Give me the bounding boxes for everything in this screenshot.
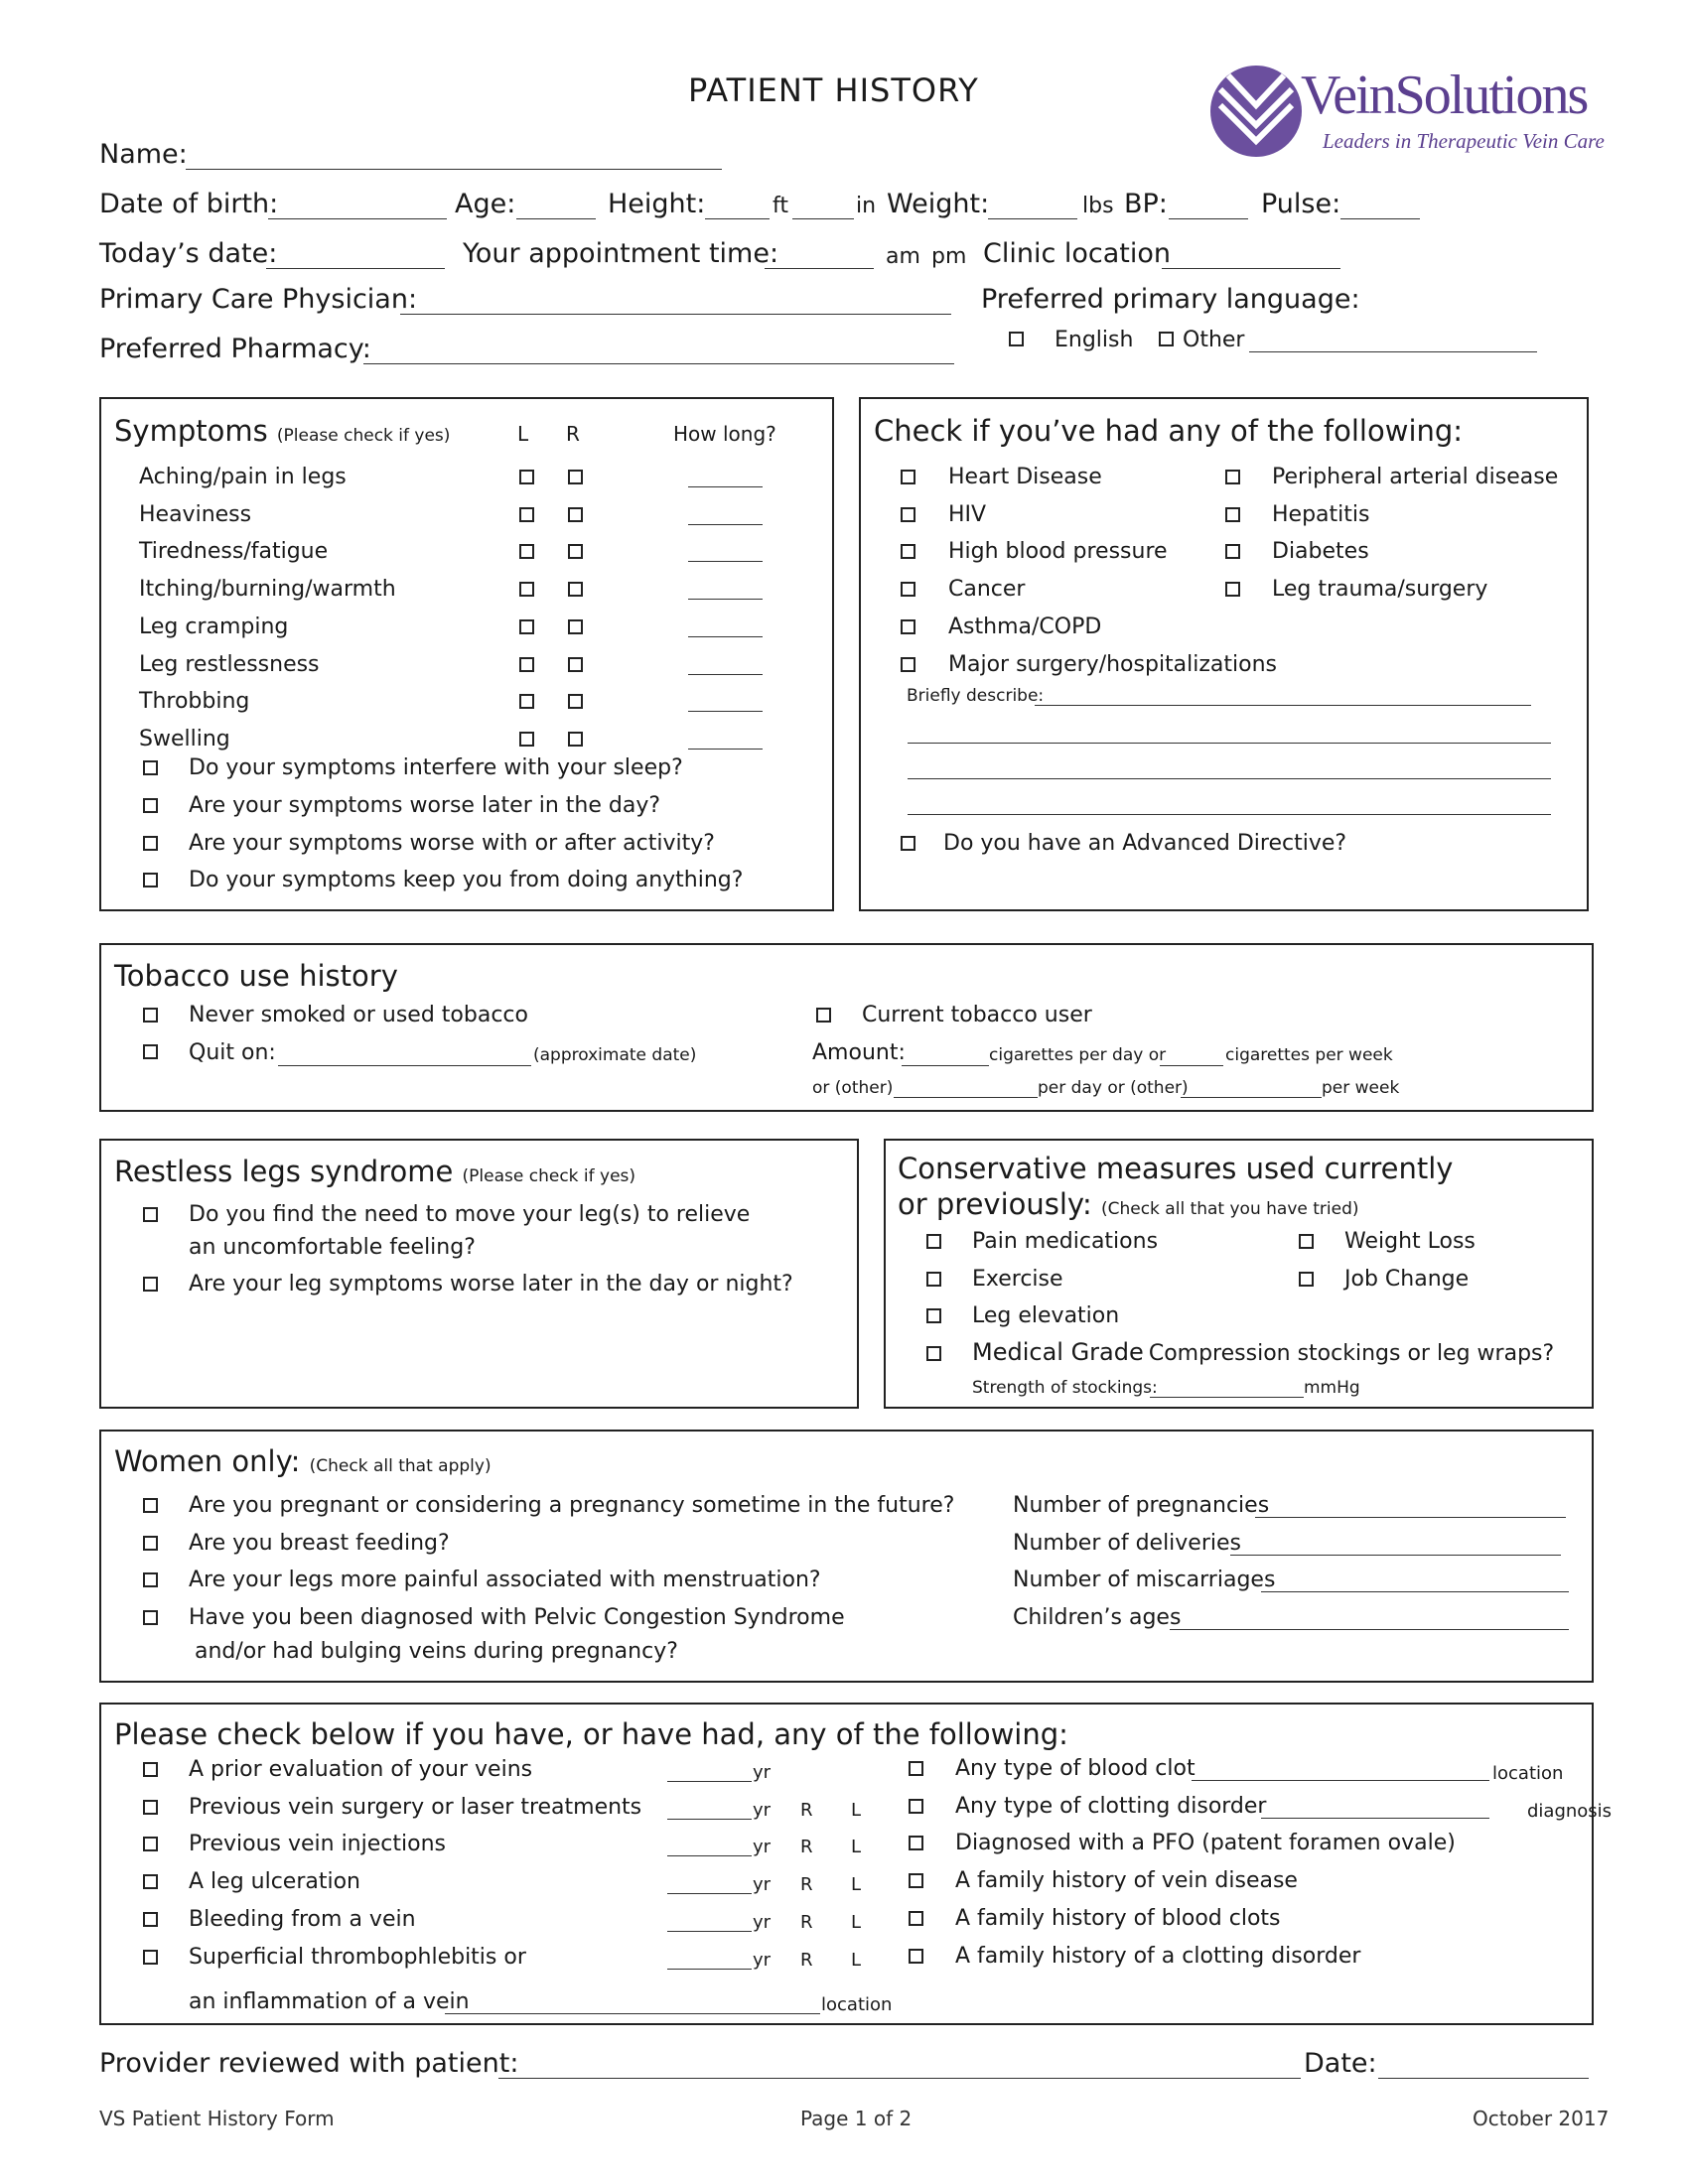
miscarriages-label: Number of miscarriages xyxy=(1013,1568,1276,1592)
symptom-question: Are your symptoms worse with or after activity? xyxy=(189,831,715,856)
symptom-right-checkbox[interactable] xyxy=(568,619,583,634)
quit-checkbox[interactable] xyxy=(143,1044,158,1059)
symptom-label: Swelling xyxy=(139,727,230,751)
height-in-field[interactable] xyxy=(792,218,854,219)
symptom-left-checkbox[interactable] xyxy=(519,657,534,672)
symptom-right-checkbox[interactable] xyxy=(568,507,583,522)
rls-move-checkbox[interactable] xyxy=(143,1207,158,1222)
how-long-field[interactable] xyxy=(688,674,763,675)
directive-checkbox[interactable] xyxy=(901,836,915,851)
condition-label: Asthma/COPD xyxy=(948,614,1102,639)
condition-checkbox[interactable] xyxy=(901,507,915,522)
pulse-field[interactable] xyxy=(1340,218,1420,219)
english-checkbox[interactable] xyxy=(1009,332,1024,346)
other-per-day-field[interactable] xyxy=(894,1097,1038,1098)
weight-label: Weight: xyxy=(887,189,990,219)
bp-field[interactable] xyxy=(1169,218,1248,219)
clotting-diagnosis-unit: diagnosis xyxy=(1527,1801,1613,1822)
history-year-field[interactable] xyxy=(667,1781,752,1782)
in-unit: in xyxy=(856,194,877,218)
history-checkbox[interactable] xyxy=(909,1836,923,1850)
history-label: A family history of a clotting disorder xyxy=(955,1944,1361,1969)
quit-date-field[interactable] xyxy=(278,1065,531,1066)
symptom-right-checkbox[interactable] xyxy=(568,470,583,484)
conservative-title-2: or previously: (Check all that you have tried) xyxy=(898,1187,1359,1221)
history-l-option[interactable]: L xyxy=(851,1950,862,1971)
history-yr-unit: yr xyxy=(753,1874,772,1895)
pain-meds-label: Pain medications xyxy=(972,1229,1159,1254)
symptom-right-checkbox[interactable] xyxy=(568,544,583,559)
provider-date-label: Date: xyxy=(1304,2048,1377,2079)
condition-label: High blood pressure xyxy=(948,539,1168,564)
women-question: Are you breast feeding? xyxy=(189,1531,450,1556)
history-checkbox[interactable] xyxy=(143,1762,158,1777)
menstruation-checkbox[interactable] xyxy=(143,1572,158,1587)
appt-time-field[interactable] xyxy=(765,268,874,269)
condition-checkbox[interactable] xyxy=(1225,582,1240,597)
describe-line-4[interactable] xyxy=(908,814,1551,815)
clinic-location-label: Clinic location xyxy=(983,238,1172,269)
how-long-field[interactable] xyxy=(688,749,763,750)
pain-meds-checkbox[interactable] xyxy=(926,1234,941,1249)
history-yr-unit: yr xyxy=(753,1950,772,1971)
name-label: Name: xyxy=(99,139,188,170)
how-long-field[interactable] xyxy=(688,711,763,712)
breast-feeding-checkbox[interactable] xyxy=(143,1536,158,1551)
childrens-ages-field[interactable] xyxy=(1170,1629,1569,1630)
weight-field[interactable] xyxy=(988,218,1077,219)
history-year-field[interactable] xyxy=(667,1819,752,1820)
history-l-option[interactable]: L xyxy=(851,1874,862,1895)
symptom-left-checkbox[interactable] xyxy=(519,582,534,597)
how-long-field[interactable] xyxy=(688,561,763,562)
worse-later-checkbox[interactable] xyxy=(143,798,158,813)
height-ft-field[interactable] xyxy=(705,218,770,219)
condition-label: Hepatitis xyxy=(1272,502,1370,527)
other-per-week-field[interactable] xyxy=(1181,1097,1322,1098)
women-question: Are your legs more painful associated with menstruation? xyxy=(189,1568,821,1592)
condition-label: Major surgery/hospitalizations xyxy=(948,652,1278,677)
history-yr-unit: yr xyxy=(753,1837,772,1857)
describe-label: Briefly describe: xyxy=(907,686,1045,706)
symptom-label: Leg restlessness xyxy=(139,652,320,677)
deliveries-field[interactable] xyxy=(1230,1555,1561,1556)
history-year-field[interactable] xyxy=(667,1855,752,1856)
childrens-ages-label: Children’s ages xyxy=(1013,1605,1182,1630)
cig-per-day-field[interactable] xyxy=(902,1065,989,1066)
inflammation-location-unit: location xyxy=(821,1994,893,2015)
condition-checkbox[interactable] xyxy=(901,470,915,484)
rls-question: Are your leg symptoms worse later in the day or night? xyxy=(189,1272,793,1297)
other-language-field[interactable] xyxy=(1249,351,1537,352)
symptoms-title: Symptoms (Please check if yes) xyxy=(114,414,451,448)
ft-unit: ft xyxy=(773,194,788,218)
symptom-left-checkbox[interactable] xyxy=(519,694,534,709)
history-r-option[interactable]: R xyxy=(800,1874,813,1895)
condition-checkbox[interactable] xyxy=(901,582,915,597)
how-long-header: How long? xyxy=(673,422,776,446)
job-change-checkbox[interactable] xyxy=(1299,1272,1314,1287)
or-other-label: or (other) xyxy=(812,1078,894,1098)
rls-title: Restless legs syndrome (Please check if yes) xyxy=(114,1155,636,1188)
condition-label: Diabetes xyxy=(1272,539,1369,564)
history-checkbox[interactable] xyxy=(909,1799,923,1814)
leg-elevation-checkbox[interactable] xyxy=(926,1308,941,1323)
history-r-option[interactable]: R xyxy=(800,1950,813,1971)
pm-option[interactable]: pm xyxy=(931,244,967,269)
approx-date-note: (approximate date) xyxy=(533,1045,697,1065)
directive-question: Do you have an Advanced Directive? xyxy=(943,831,1347,856)
worse-activity-checkbox[interactable] xyxy=(143,836,158,851)
history-l-option[interactable]: L xyxy=(851,1912,862,1933)
condition-checkbox[interactable] xyxy=(1225,544,1240,559)
symptom-label: Itching/burning/warmth xyxy=(139,577,396,602)
history-year-field[interactable] xyxy=(667,1893,752,1894)
history-label: Previous vein injections xyxy=(189,1832,446,1856)
pregnancies-label: Number of pregnancies xyxy=(1013,1493,1270,1518)
tobacco-title: Tobacco use history xyxy=(114,959,398,993)
symptom-right-checkbox[interactable] xyxy=(568,732,583,747)
sleep-checkbox[interactable] xyxy=(143,760,158,775)
history-checkbox[interactable] xyxy=(143,1950,158,1965)
how-long-field[interactable] xyxy=(688,486,763,487)
symptom-question: Do your symptoms interfere with your sleep? xyxy=(189,755,683,780)
condition-label: HIV xyxy=(948,502,987,527)
lbs-unit: lbs xyxy=(1082,194,1114,218)
symptom-left-checkbox[interactable] xyxy=(519,619,534,634)
provider-field[interactable] xyxy=(498,2078,1301,2079)
condition-label: Heart Disease xyxy=(948,465,1102,489)
logo-tagline: Leaders in Therapeutic Vein Care xyxy=(1323,129,1605,153)
never-smoked-checkbox[interactable] xyxy=(143,1008,158,1023)
history-label: Any type of clotting disorder xyxy=(955,1794,1267,1819)
cig-week-label: cigarettes per week xyxy=(1225,1045,1393,1065)
history-label: Diagnosed with a PFO (patent foramen ovale) xyxy=(955,1831,1456,1855)
language-label: Preferred primary language: xyxy=(981,284,1360,315)
rls-question-cont: an uncomfortable feeling? xyxy=(189,1235,476,1260)
rls-night-checkbox[interactable] xyxy=(143,1277,158,1292)
condition-label: Cancer xyxy=(948,577,1026,602)
compression-label: Medical Grade Compression stockings or leg wraps? xyxy=(972,1338,1555,1366)
weight-loss-label: Weight Loss xyxy=(1344,1229,1476,1254)
footer-page-number: Page 1 of 2 xyxy=(800,2107,913,2130)
condition-checkbox[interactable] xyxy=(901,544,915,559)
history-label: A leg ulceration xyxy=(189,1869,361,1894)
women-title: Women only: (Check all that apply) xyxy=(114,1444,492,1478)
am-option[interactable]: am xyxy=(886,244,920,269)
name-field[interactable] xyxy=(186,169,722,170)
symptom-left-checkbox[interactable] xyxy=(519,732,534,747)
history-checkbox[interactable] xyxy=(909,1911,923,1926)
symptom-left-checkbox[interactable] xyxy=(519,507,534,522)
how-long-field[interactable] xyxy=(688,599,763,600)
history-yr-unit: yr xyxy=(753,1800,772,1821)
women-question: Are you pregnant or considering a pregnancy sometime in the future? xyxy=(189,1493,955,1518)
history-r-option[interactable]: R xyxy=(800,1912,813,1933)
per-week-label: per week xyxy=(1322,1078,1400,1098)
logo-brand: VeinSolutions xyxy=(1301,65,1588,126)
leg-elevation-label: Leg elevation xyxy=(972,1303,1120,1328)
history-label: Bleeding from a vein xyxy=(189,1907,416,1932)
history-label: A family history of vein disease xyxy=(955,1868,1298,1893)
inflammation-label: an inflammation of a vein xyxy=(189,1989,470,2014)
history-r-option[interactable]: R xyxy=(800,1800,813,1821)
history-year-field[interactable] xyxy=(667,1931,752,1932)
rls-question: Do you find the need to move your leg(s) to relieve xyxy=(189,1202,751,1227)
pharmacy-label: Preferred Pharmacy: xyxy=(99,334,371,364)
other-label: Other xyxy=(1183,328,1245,352)
symptom-label: Heaviness xyxy=(139,502,252,527)
history-checkbox[interactable] xyxy=(909,1949,923,1964)
women-question: Have you been diagnosed with Pelvic Congestion Syndrome xyxy=(189,1605,845,1630)
history-checkbox[interactable] xyxy=(143,1874,158,1889)
history-checkbox[interactable] xyxy=(909,1761,923,1776)
history-r-option[interactable]: R xyxy=(800,1837,813,1857)
women-question-cont: and/or had bulging veins during pregnancy? xyxy=(195,1639,678,1664)
symptom-right-checkbox[interactable] xyxy=(568,657,583,672)
todays-date-field[interactable] xyxy=(266,268,445,269)
history-label: Previous vein surgery or laser treatments xyxy=(189,1795,642,1820)
current-user-label: Current tobacco user xyxy=(862,1003,1092,1027)
footer-date: October 2017 xyxy=(1473,2107,1610,2130)
how-long-field[interactable] xyxy=(688,524,763,525)
never-smoked-label: Never smoked or used tobacco xyxy=(189,1003,528,1027)
describe-field[interactable] xyxy=(1035,705,1531,706)
condition-checkbox[interactable] xyxy=(1225,470,1240,484)
symptom-left-checkbox[interactable] xyxy=(519,470,534,484)
symptom-right-checkbox[interactable] xyxy=(568,582,583,597)
blood-clot-location-unit: location xyxy=(1492,1763,1564,1784)
appt-time-label: Your appointment time: xyxy=(463,238,779,269)
pcp-label: Primary Care Physician: xyxy=(99,284,418,315)
deliveries-label: Number of deliveries xyxy=(1013,1531,1242,1556)
symptom-right-checkbox[interactable] xyxy=(568,694,583,709)
symptom-label: Throbbing xyxy=(139,689,250,714)
symptom-left-checkbox[interactable] xyxy=(519,544,534,559)
history-l-option[interactable]: L xyxy=(851,1800,862,1821)
pregnancies-field[interactable] xyxy=(1255,1517,1566,1518)
col-l-header: L xyxy=(517,422,529,446)
per-day-other-label: per day or (other) xyxy=(1038,1078,1189,1098)
page-title: PATIENT HISTORY xyxy=(688,71,979,109)
dob-label: Date of birth: xyxy=(99,189,279,219)
clinic-location-field[interactable] xyxy=(1162,268,1340,269)
other-language-checkbox[interactable] xyxy=(1159,332,1174,346)
symptom-question: Are your symptoms worse later in the day? xyxy=(189,793,661,818)
symptom-label: Aching/pain in legs xyxy=(139,465,347,489)
history-label: A prior evaluation of your veins xyxy=(189,1757,533,1782)
blood-clot-location-field[interactable] xyxy=(1192,1780,1489,1781)
age-field[interactable] xyxy=(516,218,596,219)
pelvic-congestion-checkbox[interactable] xyxy=(143,1610,158,1625)
quit-label: Quit on: xyxy=(189,1040,276,1065)
condition-label: Peripheral arterial disease xyxy=(1272,465,1559,489)
history-yr-unit: yr xyxy=(753,1762,772,1783)
job-change-label: Job Change xyxy=(1344,1267,1470,1292)
symptom-label: Tiredness/fatigue xyxy=(139,539,329,564)
condition-label: Leg trauma/surgery xyxy=(1272,577,1488,602)
pharmacy-field[interactable] xyxy=(363,363,954,364)
symptom-question: Do your symptoms keep you from doing anything? xyxy=(189,868,744,892)
provider-date-field[interactable] xyxy=(1378,2078,1589,2079)
history-checkbox[interactable] xyxy=(143,1800,158,1815)
bp-label: BP: xyxy=(1124,189,1168,219)
clotting-diagnosis-field[interactable] xyxy=(1261,1818,1489,1819)
condition-checkbox[interactable] xyxy=(1225,507,1240,522)
inflammation-location-field[interactable] xyxy=(445,2013,820,2014)
history-label: Any type of blood clot xyxy=(955,1756,1196,1781)
history-l-option[interactable]: L xyxy=(851,1837,862,1857)
history-year-field[interactable] xyxy=(667,1969,752,1970)
mmhg-unit: mmHg xyxy=(1304,1378,1360,1398)
weight-loss-checkbox[interactable] xyxy=(1299,1234,1314,1249)
footer-form-name: VS Patient History Form xyxy=(99,2107,335,2130)
strength-label: Strength of stockings: xyxy=(972,1378,1158,1398)
condition-checkbox[interactable] xyxy=(901,657,915,672)
history-title: Please check below if you have, or have had, any of the following: xyxy=(114,1717,1068,1751)
history-label: A family history of blood clots xyxy=(955,1906,1281,1931)
history-checkbox[interactable] xyxy=(909,1873,923,1888)
history-yr-unit: yr xyxy=(753,1912,772,1933)
cig-day-label: cigarettes per day or xyxy=(989,1045,1167,1065)
exercise-checkbox[interactable] xyxy=(926,1272,941,1287)
todays-date-label: Today’s date: xyxy=(99,238,278,269)
compression-checkbox[interactable] xyxy=(926,1346,941,1361)
pregnant-checkbox[interactable] xyxy=(143,1498,158,1513)
miscarriages-field[interactable] xyxy=(1261,1591,1569,1592)
age-label: Age: xyxy=(455,189,516,219)
exercise-label: Exercise xyxy=(972,1267,1063,1292)
symptom-label: Leg cramping xyxy=(139,614,289,639)
describe-line-2[interactable] xyxy=(908,743,1551,744)
conditions-title: Check if you’ve had any of the following: xyxy=(874,414,1464,448)
pulse-label: Pulse: xyxy=(1261,189,1341,219)
current-user-checkbox[interactable] xyxy=(816,1008,831,1023)
english-label: English xyxy=(1055,328,1134,352)
strength-field[interactable] xyxy=(1150,1397,1304,1398)
pcp-field[interactable] xyxy=(400,314,951,315)
provider-label: Provider reviewed with patient: xyxy=(99,2048,519,2079)
vein-logo-icon xyxy=(1206,62,1306,161)
height-label: Height: xyxy=(608,189,706,219)
cig-per-week-field[interactable] xyxy=(1160,1065,1223,1066)
dob-field[interactable] xyxy=(268,218,447,219)
conservative-title: Conservative measures used currently xyxy=(898,1152,1454,1185)
col-r-header: R xyxy=(566,422,580,446)
how-long-field[interactable] xyxy=(688,636,763,637)
condition-checkbox[interactable] xyxy=(901,619,915,634)
history-checkbox[interactable] xyxy=(143,1837,158,1851)
history-label: Superficial thrombophlebitis or xyxy=(189,1945,526,1970)
describe-line-3[interactable] xyxy=(908,778,1551,779)
amount-label: Amount: xyxy=(812,1040,906,1065)
history-checkbox[interactable] xyxy=(143,1912,158,1927)
keep-from-doing-checkbox[interactable] xyxy=(143,873,158,887)
